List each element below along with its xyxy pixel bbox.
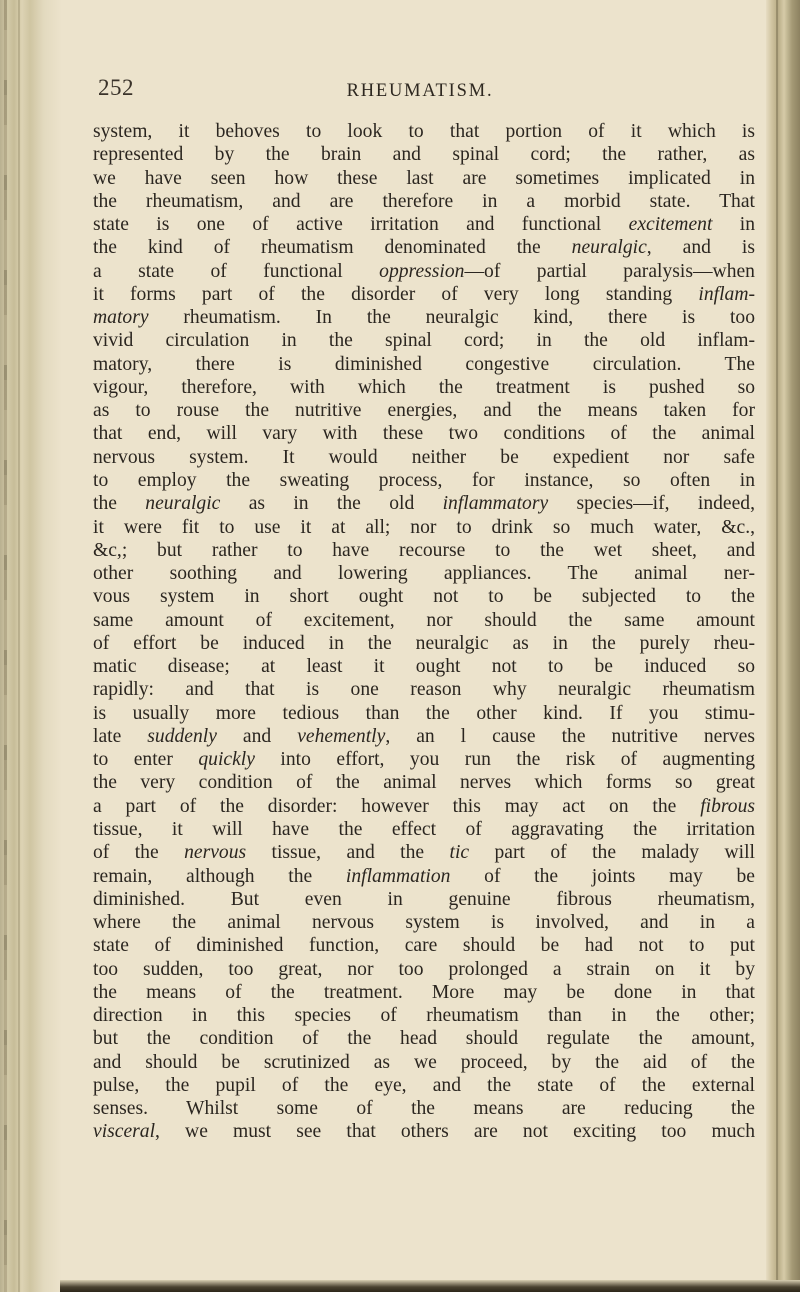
emphasized-word: fibrous: [700, 795, 755, 817]
text-line: and should be scrutinized as we proceed, by the aid of the: [93, 1051, 755, 1073]
emphasized-word: vehemently: [297, 725, 386, 747]
page-edges: [766, 0, 800, 1292]
text-line: nervous system. It would neither be expedient nor safe: [93, 446, 755, 468]
emphasized-word: nervous: [184, 842, 247, 864]
text-line: it were fit to use it at all; nor to drink so much water, &c.,: [93, 516, 755, 538]
emphasized-word: suddenly: [147, 725, 217, 747]
text-line: is usually more tedious than the other kind. If you stimu-: [93, 702, 755, 724]
text-line: other soothing and lowering appliances. The animal ner-: [93, 563, 755, 585]
text-line: we have seen how these last are sometimes implicated in: [93, 167, 755, 189]
emphasized-word: excitement: [628, 214, 713, 236]
text-line: represented by the brain and spinal cord; the rather, as: [93, 144, 755, 166]
text-line: but the condition of the head should regulate the amount,: [93, 1028, 755, 1050]
text-line: rapidly: and that is one reason why neuralgic rheumatism: [93, 679, 755, 701]
text-line: diminished. But even in genuine fibrous rheumatism,: [93, 888, 755, 910]
text-line: as to rouse the nutritive energies, and the means taken for: [93, 400, 755, 422]
text-line: system, it behoves to look to that portion of it which is: [93, 121, 755, 142]
text-line: a state of functional oppression—of partial paralysis—when: [93, 260, 755, 282]
emphasized-word: inflammatory: [442, 493, 549, 515]
text-line: of effort be induced in the neuralgic as in the purely rheu-: [93, 632, 755, 654]
text-line: matic disease; at least it ought not to be induced so: [93, 656, 755, 678]
text-line: late suddenly and vehemently, an l cause the nutritive nerves: [93, 725, 755, 747]
text-line: &c,; but rather to have recourse to the wet sheet, and: [93, 539, 755, 561]
emphasized-word: matory: [93, 307, 149, 329]
text-line: the neuralgic as in the old inflammatory species—if, indeed,: [93, 493, 755, 515]
emphasized-word: oppression: [379, 260, 465, 282]
emphasized-word: tic: [449, 842, 470, 864]
emphasized-word: inflam-: [698, 283, 755, 305]
text-line: visceral, we must see that others are not exciting too much: [93, 1121, 755, 1143]
emphasized-word: visceral: [93, 1121, 156, 1143]
text-line: matory rheumatism. In the neuralgic kind, there is too: [93, 307, 755, 329]
text-line: pulse, the pupil of the eye, and the state of the external: [93, 1074, 755, 1096]
text-line: the rheumatism, and are therefore in a morbid state. That: [93, 190, 755, 212]
text-line: it forms part of the disorder of very long standing inflam-: [93, 283, 755, 305]
text-line: direction in this species of rheumatism than in the other;: [93, 1005, 755, 1027]
text-line: same amount of excitement, nor should the same amount: [93, 609, 755, 631]
text-line: vous system in short ought not to be subjected to the: [93, 586, 755, 608]
emphasized-word: neuralgic: [145, 493, 221, 515]
text-line: of the nervous tissue, and the tic part of the malady will: [93, 842, 755, 864]
binding-gutter: [0, 0, 62, 1292]
page-number: 252: [98, 75, 134, 100]
text-line: a part of the disorder: however this may act on the fibrous: [93, 795, 755, 817]
text-line: tissue, it will have the effect of aggravating the irritation: [93, 818, 755, 840]
emphasized-word: neuralgic: [571, 237, 647, 259]
body-text: [93, 120, 755, 1144]
text-line: remain, although the inflammation of the joints may be: [93, 865, 755, 887]
emphasized-word: inflammation: [345, 865, 451, 887]
text-line: matory, there is diminished congestive circulation. The: [93, 353, 755, 375]
text-line: that end, will vary with these two conditions of the animal: [93, 423, 755, 445]
text-line: to enter quickly into effort, you run the risk of augmenting: [93, 749, 755, 771]
text-line: to employ the sweating process, for instance, so often in: [93, 469, 755, 491]
bottom-edge-shadow: [60, 1280, 800, 1292]
text-line: the very condition of the animal nerves which forms so great: [93, 772, 755, 794]
text-line: the means of the treatment. More may be done in that: [93, 981, 755, 1003]
emphasized-word: quickly: [198, 749, 255, 771]
text-line: state of diminished function, care should be had not to put: [93, 935, 755, 957]
text-line: state is one of active irritation and functional excitement in: [93, 214, 755, 236]
text-line: where the animal nervous system is involved, and in a: [93, 912, 755, 934]
text-line: the kind of rheumatism denominated the neuralgic, and is: [93, 237, 755, 259]
text-line: vigour, therefore, with which the treatment is pushed so: [93, 376, 755, 398]
text-line: senses. Whilst some of the means are reducing the: [93, 1098, 755, 1120]
text-line: vivid circulation in the spinal cord; in the old inflam-: [93, 330, 755, 352]
text-line: too sudden, too great, nor too prolonged a strain on it by: [93, 958, 755, 980]
running-head: RHEUMATISM.: [346, 81, 494, 101]
